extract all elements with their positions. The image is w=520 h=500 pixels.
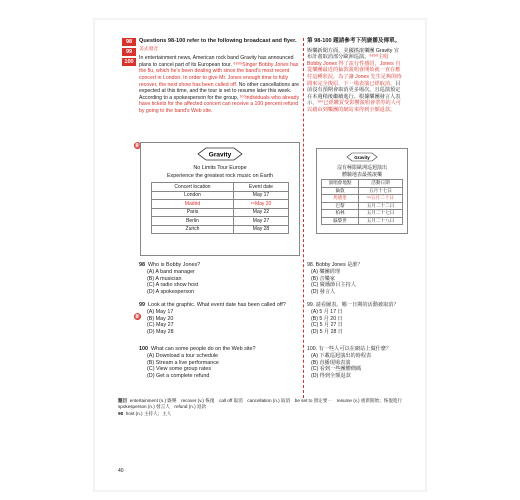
col-location: Concert location <box>152 183 234 192</box>
gravity-logo <box>196 147 244 161</box>
chinese-question-100: 100. 有一些人可以在網站上做什麼？ (A) 下載巡迴演出的時程表 (B) 直播現場表演 (C) 看到一些團體價碼 (D) 得到全額退款 <box>307 346 392 380</box>
new-badge-2: 新 <box>135 314 140 319</box>
passage-body: In entertainment news, American rock band Gravity has announced plans to cancel part of its European tour. ⁹⁸⁹⁹Singer Bobby Jones has the flu, which he's been dealing with since the band's most recent concert in London. In order to give Mr. Jones enough time to fully recover, the next show has been called off. No other cancellations are expected at this time, and the tour is set to resume later this week. According to a spokesperson for the group, ¹⁰⁰individuals who already have tickets for the affected concert can receive a 100 percent refund by going to the band's Web site. <box>139 55 300 114</box>
table-row: 馬德里 ⁹⁹五月二十日 <box>322 195 403 203</box>
tab-100: 100 <box>122 58 136 66</box>
column-divider <box>303 38 304 398</box>
chinese-flyer-tagline: 沒有極限歐洲巡迴演出 <box>336 165 387 171</box>
tab-99: 99 <box>122 48 136 56</box>
english-passage <box>139 38 302 115</box>
svg-text:Gravity: Gravity <box>208 151 232 159</box>
page-number: 40 <box>118 468 124 474</box>
gravity-logo-small <box>337 152 387 162</box>
question-98: 98 Who is Bobby Jones? (A) A band manager (B) A musician (C) A radio show host (D) A spokesperson <box>139 262 201 296</box>
question-100: 100 What can some people do on the Web site? (A) Download a tour schedule (B) Stream a live performance (C) View some group rates (D) Get a complete refund <box>139 346 256 380</box>
question-tabs <box>122 38 136 68</box>
table-row: 巴黎 五月二十二日 <box>322 202 403 210</box>
event-table <box>151 182 289 234</box>
chinese-question-98: 98. Bobby Jones 是誰？ (A) 樂團經理 (B) 音樂家 (C) 廣播節目主持人 (D) 發言人 <box>307 262 363 296</box>
chinese-title: 第 98-100 題請參考下列廣播及傳單。 <box>307 38 401 44</box>
new-badge: 新 <box>135 143 140 148</box>
passage-title: Questions 98-100 refer to the following broadcast and flyer. <box>139 38 297 44</box>
table-row: Madrid ⁹⁹May 20 <box>152 200 289 209</box>
chinese-question-99: 99. 請看圖表。哪一日期的活動被取消？ (A) 5 月 17 日 (B) 5 月 20 日 (C) 5 月 27 日 (D) 5 月 28 日 <box>307 302 399 336</box>
table-row: 蘇黎世 五月二十八日 <box>322 217 403 225</box>
chinese-flyer-subtagline: 體驗地表最搖滾樂 <box>341 172 382 178</box>
tour-flyer <box>140 142 300 256</box>
table-row: Zurich May 28 <box>152 225 289 234</box>
table-row: 柏林 五月二十七日 <box>322 210 403 218</box>
chinese-event-table: 演唱會地點 活動日期 倫敦 五月十七日 馬德里 ⁹⁹五月二十日 巴黎 五月二十二日 柏林 五月二十七日 蘇黎世 五月二十八日 <box>321 179 403 225</box>
svg-text:Gravity: Gravity <box>354 154 370 160</box>
chinese-flyer <box>316 148 408 234</box>
table-row: 倫敦 五月十七日 <box>322 187 403 195</box>
flyer-subtagline: Experience the greatest rock music on Earth <box>166 173 274 179</box>
flyer-tagline: No Limits Tour Europe <box>193 165 247 171</box>
col-date: Event date <box>234 183 289 192</box>
tab-98: 98 <box>122 38 136 46</box>
vocabulary-notes: 題目 entertainment (n.) 娛樂 recover (v.) 恢復 call off 取消 cancellation (n.) 取消 be set to 預定要⋯ resume (v.) 重新開始；恢復進行 spokesperson (n.) 發言人 refund (n.) 退款 98 host (n.) 主持人；主人 <box>118 398 407 416</box>
accent-label: 美式發音 <box>139 46 159 52</box>
question-99: 99 Look at the graphic. What event date has been called off? (A) May 17 (B) May 20 (C) May 27 (D) May 28 <box>139 302 286 336</box>
table-row: London May 17 <box>152 191 289 200</box>
table-row: Paris May 22 <box>152 208 289 217</box>
table-row: Berlin May 27 <box>152 217 289 226</box>
chinese-body: 娛樂新聞方面，美國搖滾樂團 Gravity 宣布計畫取消部分歐洲巡演。⁹⁸⁹⁹主唱 Bobby Jones 得了流行性感冒，Jones 自從樂團最近的倫敦演唱會開始就一直在應付這種狀況。為了讓 Jones 先生足夠的時間來完全復原，下一場表演已經取消。目前沒有預期會取消更多場次，且巡演預定在本週稍後繼續進行。根據樂團發言人表示，¹⁰⁰已經購買受影響演唱會票券的人可以藉由到樂團的網站來得到全額退款。 <box>307 47 402 113</box>
chinese-passage <box>307 38 402 114</box>
